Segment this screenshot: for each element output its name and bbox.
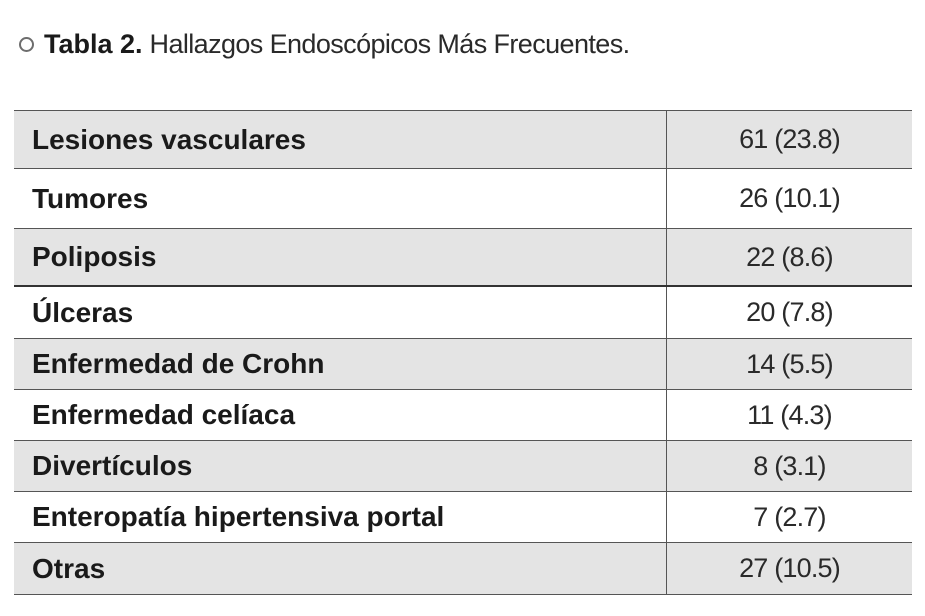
caption-label: Tabla 2. (44, 28, 143, 59)
table-row (14, 169, 912, 229)
table-row (14, 441, 912, 492)
finding-value: 27 (10.5) (739, 553, 840, 583)
finding-value: 11 (4.3) (747, 399, 832, 430)
table-row (14, 287, 912, 339)
table-caption (19, 24, 630, 64)
finding-name: Enfermedad de Crohn (14, 339, 667, 389)
finding-value: 61 (23.8) (739, 124, 840, 154)
table-row (14, 492, 912, 543)
finding-value: 26 (10.1) (739, 183, 840, 213)
circle-bullet-icon (19, 37, 34, 52)
finding-value: 22 (8.6) (746, 241, 833, 272)
finding-name: Úlceras (14, 287, 667, 338)
finding-name: Tumores (14, 169, 667, 228)
finding-name: Enteropatía hipertensiva portal (14, 492, 667, 542)
caption-title: Hallazgos Endoscópicos Más Frecuentes. (149, 28, 630, 59)
finding-value: 7 (2.7) (753, 501, 826, 532)
finding-name: Divertículos (14, 441, 667, 491)
table-row (14, 229, 912, 287)
table-row (14, 543, 912, 595)
finding-name: Poliposis (14, 229, 667, 285)
table-row (14, 390, 912, 441)
finding-name: Otras (14, 543, 667, 594)
finding-value: 20 (7.8) (746, 297, 833, 327)
finding-value: 14 (5.5) (746, 348, 833, 379)
table-row (14, 111, 912, 169)
finding-name: Enfermedad celíaca (14, 390, 667, 440)
finding-value: 8 (3.1) (753, 450, 826, 481)
finding-name: Lesiones vasculares (14, 111, 667, 168)
table-row (14, 339, 912, 390)
findings-table (14, 110, 912, 595)
